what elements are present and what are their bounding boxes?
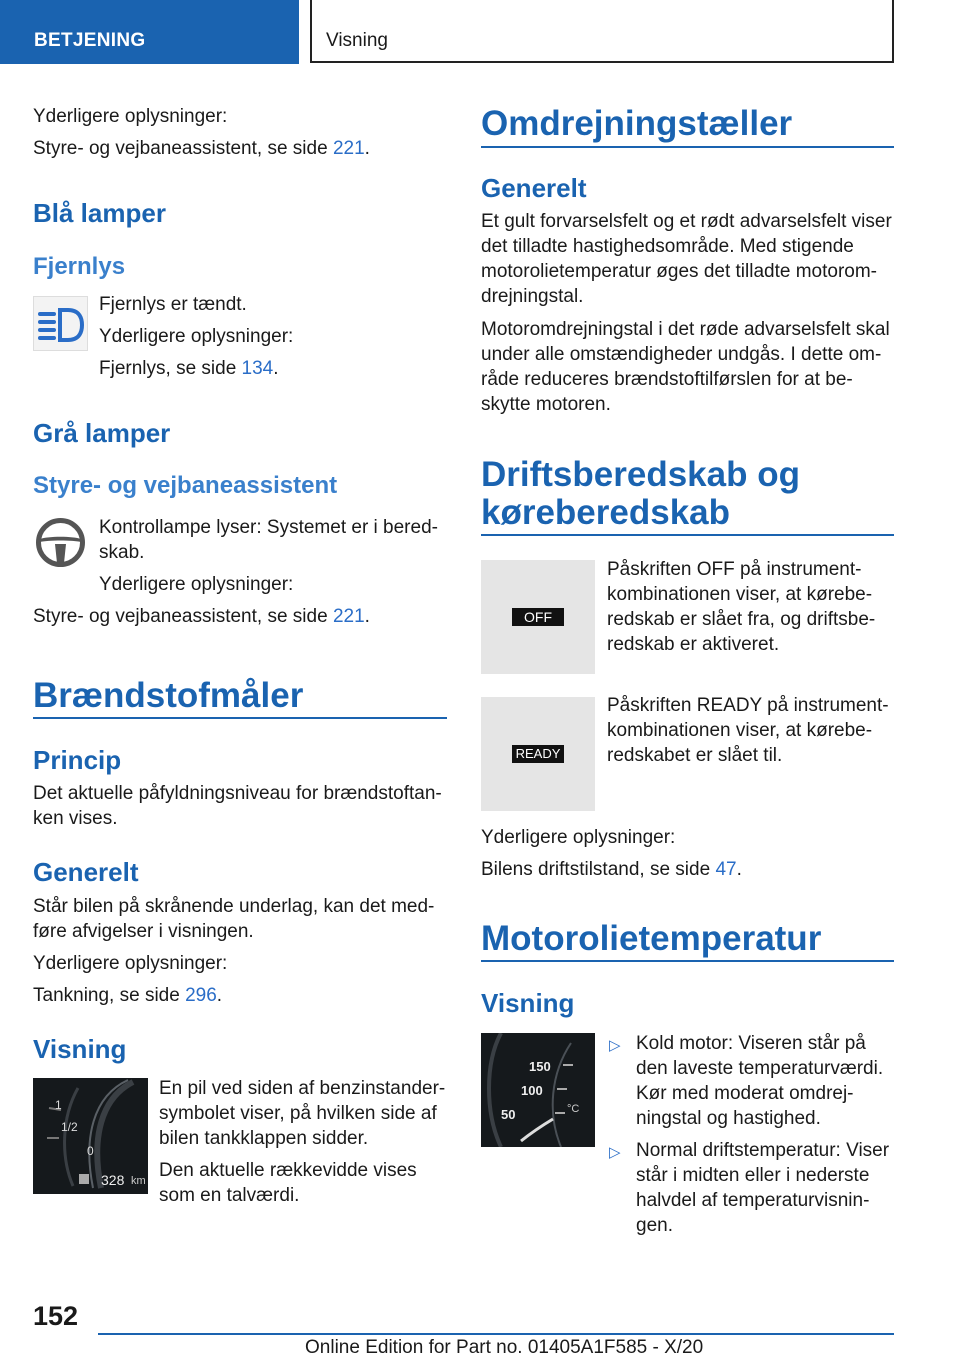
readiness-heading-1: Driftsberedskab og xyxy=(481,455,800,494)
assist-text-2: skab. xyxy=(99,542,145,563)
bullet-2-text-3: halvdel af temperaturvisnin- xyxy=(636,1190,870,1211)
off-text-3: redskab er slået fra, og driftsbe- xyxy=(607,609,876,630)
general-heading: Generelt xyxy=(33,857,139,887)
gauge-label-empty: 0 xyxy=(87,1144,94,1158)
footer-rule xyxy=(98,1333,894,1335)
steering-wheel-icon xyxy=(33,515,88,570)
tacho-text-6: under alle omstændigheder undgås. I dette om- xyxy=(481,344,882,365)
assist-text-3: Yderligere oplysninger: xyxy=(99,574,294,595)
heading-rule xyxy=(481,960,894,962)
cross-reference: Tankning, se side 296. xyxy=(33,985,223,1006)
reference-text: Styre- og vejbaneassistent, se side xyxy=(33,606,333,627)
more-info-label: Yderligere oplysninger: xyxy=(33,106,228,127)
gauge-value-50: 50 xyxy=(501,1107,516,1122)
off-indicator-image xyxy=(481,560,595,674)
heading-rule xyxy=(33,717,447,719)
blue-lamps-heading: Blå lamper xyxy=(33,198,166,228)
cross-reference: Styre- og vejbaneassistent, se side 221. xyxy=(33,138,370,159)
reference-text: Fjernlys, se side xyxy=(99,358,242,379)
fuel-gauge-image xyxy=(33,1078,148,1194)
cross-reference: Styre- og vejbaneassistent, se side 221. xyxy=(33,606,370,627)
readiness-heading-2: køreberedskab xyxy=(481,493,731,532)
gauge-value-150: 150 xyxy=(529,1059,551,1074)
oil-display-heading: Visning xyxy=(481,988,575,1018)
tacho-text-4: drejningstal. xyxy=(481,286,584,307)
grey-lamps-heading: Grå lamper xyxy=(33,418,171,448)
more-info-label: Yderligere oplysninger: xyxy=(481,827,676,848)
general-text-3: Yderligere oplysninger: xyxy=(33,953,228,974)
gauge-label-full: 1 xyxy=(55,1098,62,1112)
display-text-2: symbolet viser, på hvilken side af xyxy=(159,1103,437,1124)
gauge-unit: °C xyxy=(567,1103,580,1115)
principle-heading: Princip xyxy=(33,745,122,775)
ready-badge: READY xyxy=(512,745,564,763)
bullet-1-text-3: Kør med moderat omdrej- xyxy=(636,1083,854,1104)
heading-rule xyxy=(481,534,894,536)
tacho-text-5: Motoromdrejningstal i det røde advarselsfelt skal xyxy=(481,319,890,340)
assist-text-1: Kontrollampe lyser: Systemet er i bered- xyxy=(99,517,438,538)
tacho-text-7: råde reduceres brændstoftilførslen for at be- xyxy=(481,369,853,390)
heading-rule xyxy=(481,146,894,148)
display-text-4: Den aktuelle rækkevidde vises xyxy=(159,1160,417,1181)
off-text-1: Påskriften OFF på instrument- xyxy=(607,559,862,580)
display-text-1: En pil ved siden af benzinstander- xyxy=(159,1078,446,1099)
highbeam-icon xyxy=(33,296,88,351)
oil-temp-gauge-image xyxy=(481,1033,595,1147)
highbeam-text-2: Yderligere oplysninger: xyxy=(99,326,294,347)
page-link[interactable]: 296 xyxy=(185,985,217,1006)
general-text-2: føre afvigelser i visningen. xyxy=(33,921,254,942)
page-link[interactable]: 221 xyxy=(332,138,365,159)
tacho-text-3: motorolietemperatur øges det tilladte motorom- xyxy=(481,261,877,282)
tacho-general-heading: Generelt xyxy=(481,173,587,203)
bullet-1-text-2: den laveste temperaturværdi. xyxy=(636,1058,884,1079)
fuel-gauge-heading: Brændstofmåler xyxy=(33,676,304,715)
chapter-tab xyxy=(0,0,299,64)
gauge-label-half: 1/2 xyxy=(61,1120,78,1134)
bullet-1-text-4: ningstal og hastighed. xyxy=(636,1108,821,1129)
highbeam-text-1: Fjernlys er tændt. xyxy=(99,294,247,315)
off-text-4: redskab er aktiveret. xyxy=(607,634,780,655)
tacho-text-8: skytte motoren. xyxy=(481,394,611,415)
oil-temp-heading: Motorolietemperatur xyxy=(481,919,822,958)
bullet-triangle-icon: ▷ xyxy=(609,1144,621,1161)
ready-indicator-image xyxy=(481,697,595,811)
display-text-5: som en talværdi. xyxy=(159,1185,300,1206)
edition-text: Online Edition for Part no. 01405A1F585 - X/20 xyxy=(305,1337,704,1358)
page-link[interactable]: 221 xyxy=(332,606,365,627)
gauge-range-unit: km xyxy=(131,1175,146,1187)
section-header xyxy=(310,0,894,63)
bullet-1-text-1: Kold motor: Viseren står på xyxy=(636,1033,866,1054)
gauge-range-value: 328 xyxy=(101,1172,125,1188)
reference-text: Tankning, se side xyxy=(33,985,186,1006)
tachometer-heading: Omdrejningstæller xyxy=(481,104,793,143)
general-text-1: Står bilen på skrånende underlag, kan det med- xyxy=(33,896,435,917)
reference-text: Bilens driftstilstand, se side xyxy=(481,859,716,880)
cross-reference: Bilens driftstilstand, se side 47. xyxy=(481,859,742,880)
reference-text: Styre- og vejbaneassistent, se side xyxy=(33,138,333,159)
display-text-3: bilen tankklappen sidder. xyxy=(159,1128,369,1149)
page-link[interactable]: 47 xyxy=(715,859,737,880)
tacho-text-2: det tilladte hastighedsområde. Med stigende xyxy=(481,236,854,257)
off-badge: OFF xyxy=(512,608,564,626)
principle-text-1: Det aktuelle påfyldningsniveau for brændstoftan- xyxy=(33,783,442,804)
ready-text-1: Påskriften READY på instrument- xyxy=(607,695,889,716)
assist-heading: Styre- og vejbaneassistent xyxy=(33,472,338,499)
tacho-text-1: Et gult forvarselsfelt og et rødt advarselsfelt viser xyxy=(481,211,892,232)
gauge-value-100: 100 xyxy=(521,1083,543,1098)
cross-reference: Fjernlys, se side 134. xyxy=(99,358,279,379)
bullet-2-text-1: Normal driftstemperatur: Viser xyxy=(636,1140,890,1161)
page-link[interactable]: 134 xyxy=(241,358,274,379)
section-title: Visning xyxy=(326,30,388,51)
highbeam-heading: Fjernlys xyxy=(33,253,126,280)
chapter-title: BETJENING xyxy=(34,30,146,51)
display-heading: Visning xyxy=(33,1034,127,1064)
bullet-2-text-2: står i midten eller i nederste xyxy=(636,1165,870,1186)
ready-text-3: redskabet er slået til. xyxy=(607,745,783,766)
ready-text-2: kombinationen viser, at kørebe- xyxy=(607,720,873,741)
principle-text-2: ken vises. xyxy=(33,808,118,829)
bullet-2-text-4: gen. xyxy=(636,1215,673,1236)
bullet-triangle-icon: ▷ xyxy=(609,1037,621,1054)
page-number: 152 xyxy=(33,1301,79,1331)
off-text-2: kombinationen viser, at kørebe- xyxy=(607,584,873,605)
